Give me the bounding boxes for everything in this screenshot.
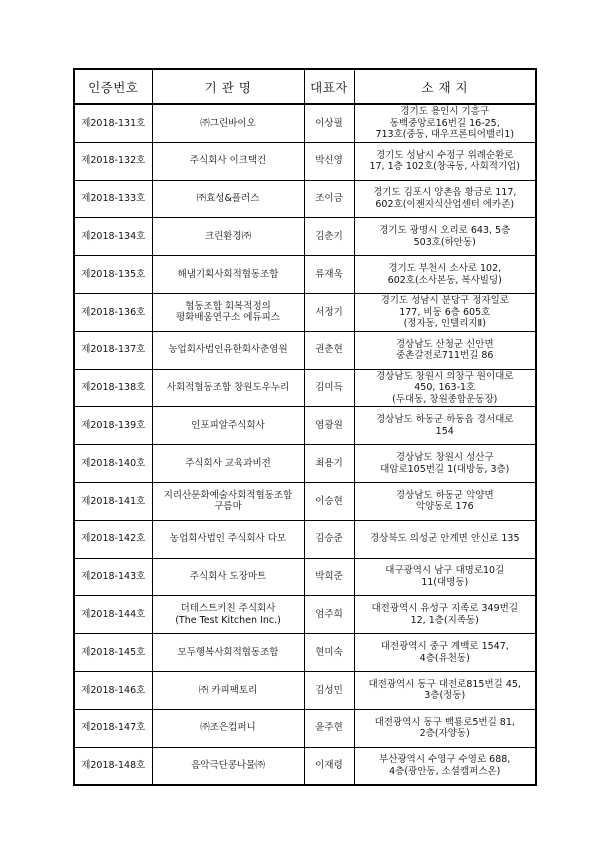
cert-no-cell-text: 제2018-133호 [81, 193, 146, 205]
cert-no-cell-text: 제2018-148호 [81, 760, 146, 772]
cert-no-cell [74, 671, 152, 709]
org-name-cell-text: 농업회사법인유한회사춘염원 [168, 344, 288, 356]
org-name-cell [152, 331, 304, 369]
address-cell [354, 142, 536, 180]
cert-no-cell [74, 482, 152, 520]
cert-no-cell-text: 제2018-143호 [81, 571, 146, 583]
org-name-cell [152, 407, 304, 445]
address-cell [354, 180, 536, 218]
org-name-cell [152, 558, 304, 596]
address-cell [354, 671, 536, 709]
org-name-cell [152, 520, 304, 558]
cert-no-cell [74, 407, 152, 445]
representative-cell-text: 현미숙 [315, 646, 343, 658]
address-cell-text: 경상북도 의성군 안계면 안신로 135 [369, 533, 520, 545]
address-cell-text: 대구광역시 남구 대명로10길 11(대명동) [385, 565, 505, 588]
table-row [74, 634, 536, 672]
header-org-name: 기 관 명 [152, 69, 304, 104]
org-name-cell [152, 104, 304, 142]
representative-cell-text: 이승현 [315, 495, 343, 507]
representative-cell-text: 김승준 [315, 533, 343, 545]
address-cell-text: 경상남도 하동군 하동읍 경서대로 154 [375, 414, 514, 437]
address-cell-text: 대전광역시 동구 대전로815번길 45, 3층(정동) [368, 678, 521, 702]
representative-cell [304, 331, 354, 369]
cert-no-cell [74, 180, 152, 218]
representative-cell-text: 김춘기 [315, 231, 343, 243]
org-name-cell-text: 인포피알주식회사 [191, 420, 265, 432]
representative-cell-text: 최용기 [315, 457, 343, 469]
org-name-cell [152, 293, 304, 331]
org-name-cell-text: 음악극단콩나물㈜ [191, 760, 265, 772]
address-cell [354, 331, 536, 369]
representative-cell-text: 엄주희 [315, 609, 343, 620]
representative-cell-text: 서정기 [315, 306, 343, 318]
table-row [74, 445, 536, 483]
table-row [74, 709, 536, 747]
representative-cell-text: 이재령 [315, 760, 343, 772]
table-row [74, 596, 536, 634]
address-cell-text: 대전광역시 중구 계백로 1547, 4층(유천동) [380, 641, 509, 664]
address-cell [354, 596, 536, 634]
representative-cell [304, 256, 354, 294]
table-row [74, 293, 536, 331]
header-address: 소 재 지 [354, 69, 536, 104]
representative-cell [304, 558, 354, 596]
representative-cell-text: 류재욱 [315, 268, 343, 280]
representative-cell [304, 671, 354, 709]
table-row [74, 142, 536, 180]
cert-no-cell [74, 256, 152, 294]
org-name-cell-text: ㈜그린바이오 [200, 117, 256, 129]
cert-no-cell [74, 445, 152, 483]
address-cell-text: 대전광역시 유성구 지족로 349번길 12, 1층(지족동) [371, 603, 518, 626]
address-cell [354, 482, 536, 520]
representative-cell-text: 윤주현 [315, 722, 343, 734]
certification-table [73, 68, 537, 786]
representative-cell [304, 407, 354, 445]
org-name-cell-text: ㈜조은컴퍼니 [200, 722, 256, 734]
representative-cell [304, 218, 354, 256]
address-cell [354, 747, 536, 785]
cert-no-cell-text: 제2018-134호 [81, 231, 146, 243]
cert-no-cell [74, 293, 152, 331]
org-name-cell-text: 사회적협동조합 창원도우누리 [166, 382, 290, 394]
org-name-cell-text: 해냄기획사회적협동조합 [177, 268, 279, 280]
cert-no-cell [74, 596, 152, 634]
address-cell [354, 104, 536, 142]
org-name-cell [152, 634, 304, 672]
cert-no-cell-text: 제2018-140호 [81, 457, 146, 469]
org-name-cell [152, 747, 304, 785]
org-name-cell [152, 671, 304, 709]
representative-cell-text: 권춘현 [315, 344, 343, 356]
table-row [74, 104, 536, 142]
cert-no-cell [74, 709, 152, 747]
org-name-cell [152, 369, 304, 407]
table-row [74, 520, 536, 558]
org-name-cell-text: 농업회사법인 주식회사 다모 [169, 533, 287, 545]
representative-cell-text: 김미득 [315, 382, 343, 394]
cert-no-cell [74, 218, 152, 256]
address-cell-text: 경기도 광명시 오리로 643, 5층 503호(하안동) [379, 225, 511, 248]
representative-cell [304, 482, 354, 520]
cert-no-cell [74, 747, 152, 785]
cert-no-cell-text: 제2018-141호 [81, 495, 146, 507]
representative-cell [304, 142, 354, 180]
address-cell [354, 445, 536, 483]
org-name-cell [152, 709, 304, 747]
address-cell-text: 경상남도 산청군 신안면 중촌갈전로711번길 86 [395, 338, 494, 362]
address-cell-text: 경기도 성남시 분당구 정자일로 177, 비동 6층 605호 (정자동, 인텔리지Ⅱ) [380, 295, 509, 330]
table-row [74, 256, 536, 294]
table-row [74, 331, 536, 369]
cert-no-cell-text: 제2018-137호 [81, 344, 146, 356]
cert-no-cell [74, 558, 152, 596]
table-row [74, 671, 536, 709]
org-name-cell-text: 더테스트키친 주식회사 (The Test Kitchen Inc.) [175, 603, 281, 626]
table-row [74, 558, 536, 596]
representative-cell [304, 596, 354, 634]
address-cell [354, 558, 536, 596]
address-cell-text: 경기도 용인시 기흥구 동백중앙로16번길 16-25, 713호(중동, 대우프론티어밸리1) [375, 106, 515, 141]
table-row [74, 218, 536, 256]
cert-no-cell [74, 520, 152, 558]
address-cell-text: 경기도 성남시 수정구 위례순환로 17, 1층 102호(창곡동, 사회적기업) [369, 149, 521, 173]
cert-no-cell [74, 104, 152, 142]
representative-cell-text: 박희준 [315, 571, 343, 583]
representative-cell [304, 445, 354, 483]
cert-no-cell-text: 제2018-142호 [81, 533, 146, 545]
representative-cell-text: 박신영 [315, 155, 343, 167]
representative-cell-text: 이상필 [315, 117, 343, 129]
representative-cell [304, 293, 354, 331]
header-representative: 대표자 [304, 69, 354, 104]
org-name-cell-text: 모두행복사회적협동조합 [177, 646, 279, 658]
cert-no-cell-text: 제2018-132호 [81, 155, 146, 167]
representative-cell [304, 709, 354, 747]
org-name-cell [152, 596, 304, 634]
cert-no-cell [74, 142, 152, 180]
table-header-row [74, 69, 536, 104]
org-name-cell [152, 445, 304, 483]
address-cell [354, 520, 536, 558]
org-name-cell-text: 지리산문화예술사회적협동조합 구름마 [163, 489, 293, 513]
address-cell-text: 경상남도 하동군 악양면 악양동로 176 [395, 489, 494, 513]
representative-cell [304, 180, 354, 218]
representative-cell [304, 634, 354, 672]
table-row [74, 482, 536, 520]
address-cell [354, 218, 536, 256]
address-cell-text: 대전광역시 동구 백룡로5번길 81, 2층(자양동) [374, 716, 515, 740]
table-row [74, 369, 536, 407]
table-row [74, 747, 536, 785]
org-name-cell-text: 주식회사 이크택건 [189, 155, 267, 167]
cert-no-cell-text: 제2018-147호 [81, 722, 146, 734]
org-name-cell [152, 218, 304, 256]
org-name-cell [152, 142, 304, 180]
org-name-cell [152, 180, 304, 218]
representative-cell [304, 104, 354, 142]
address-cell-text: 경상남도 창원시 의창구 원이대로 450, 163-1호 (두대동, 창원종합운동장) [375, 370, 514, 405]
address-cell [354, 709, 536, 747]
cert-no-cell-text: 제2018-138호 [81, 382, 146, 394]
representative-cell [304, 747, 354, 785]
cert-no-cell-text: 제2018-131호 [81, 117, 146, 129]
address-cell [354, 293, 536, 331]
cert-no-cell-text: 제2018-135호 [81, 268, 146, 280]
address-cell [354, 369, 536, 407]
address-cell-text: 경기도 김포시 양촌읍 황금로 117, 602호(이젠지식산업센터 에카존) [373, 187, 517, 210]
table-row [74, 407, 536, 445]
address-cell [354, 407, 536, 445]
address-cell-text: 경상남도 창원시 성산구 대암로105번길 1(대방동, 3층) [380, 452, 510, 475]
cert-no-cell-text: 제2018-146호 [81, 684, 146, 696]
cert-no-cell [74, 369, 152, 407]
address-cell [354, 634, 536, 672]
address-cell [354, 256, 536, 294]
representative-cell-text: 김성민 [315, 684, 343, 696]
cert-no-cell-text: 제2018-145호 [81, 646, 146, 658]
address-cell-text: 경기도 부천시 소사로 102, 602호(소사본동, 복사빌딩) [387, 263, 502, 286]
representative-cell-text: 조이금 [315, 193, 343, 205]
header-cert-no: 인증번호 [74, 69, 152, 104]
representative-cell [304, 369, 354, 407]
cert-no-cell-text: 제2018-139호 [81, 420, 146, 432]
address-cell-text: 부산광역시 수영구 수영로 688, 4층(광안동, 소셜캠퍼스온) [379, 754, 511, 777]
org-name-cell-text: ㈜효성&플러스 [196, 193, 260, 205]
cert-no-cell [74, 331, 152, 369]
org-name-cell-text: 주식회사 교육과비전 [185, 457, 271, 469]
org-name-cell-text: 주식회사 도장마트 [189, 571, 267, 583]
table-body [74, 104, 536, 785]
org-name-cell [152, 482, 304, 520]
org-name-cell [152, 256, 304, 294]
cert-no-cell [74, 634, 152, 672]
org-name-cell-text: 크린환경㈜ [204, 231, 252, 243]
cert-no-cell-text: 제2018-144호 [81, 609, 146, 620]
org-name-cell-text: 협동조합 회복적정의 평화배움연구소 에듀피스 [176, 300, 280, 324]
representative-cell [304, 520, 354, 558]
representative-cell-text: 염광원 [315, 420, 343, 432]
table-row [74, 180, 536, 218]
cert-no-cell-text: 제2018-136호 [81, 306, 146, 318]
org-name-cell-text: ㈜ 카피팩토리 [198, 684, 258, 696]
